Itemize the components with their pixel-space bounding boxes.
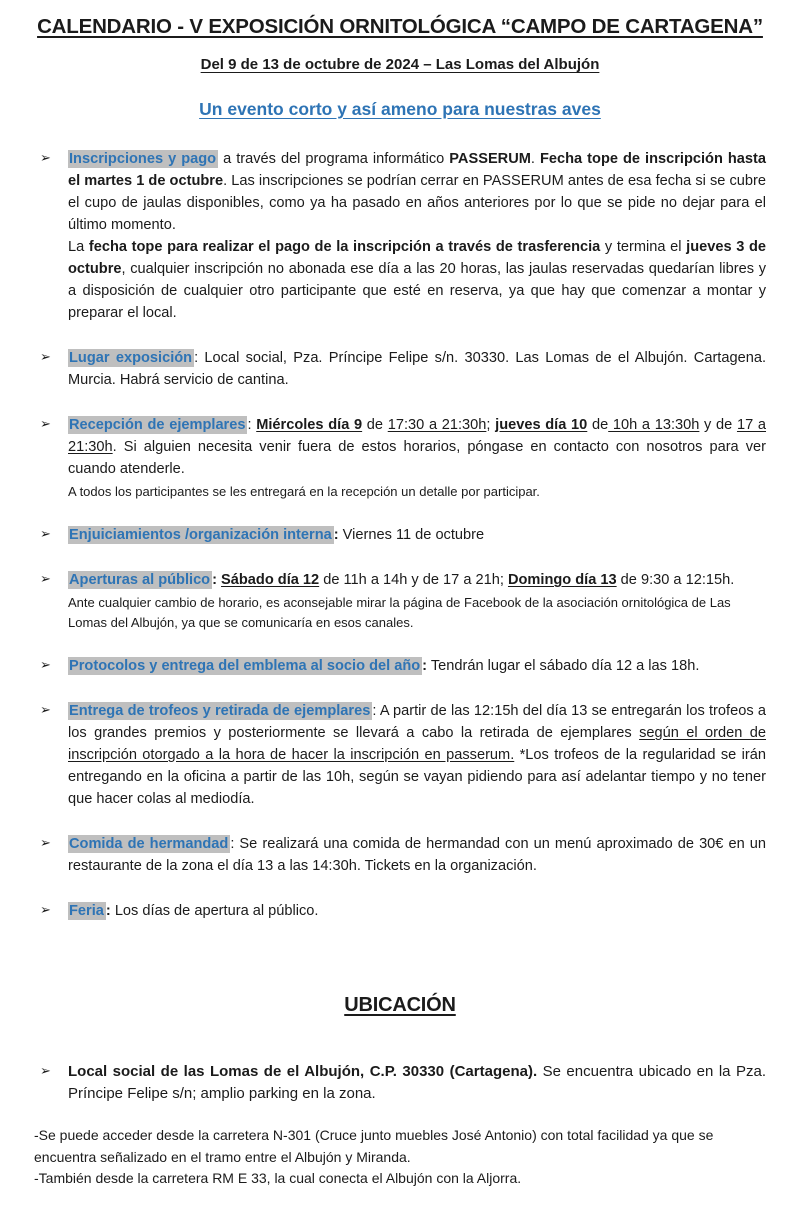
calendar-item-paragraph xyxy=(68,236,766,324)
item-label-highlight: Comida de hermandad xyxy=(69,836,229,853)
ubicacion-section xyxy=(34,994,766,1190)
calendar-item-paragraph xyxy=(68,700,766,810)
bullet-arrow-icon: ➢ xyxy=(40,150,51,166)
calendar-item-protocolos-entrega-emblema xyxy=(34,655,766,677)
text-run: y de xyxy=(699,416,737,433)
calendar-item-content xyxy=(68,569,766,632)
event-tagline xyxy=(34,99,766,120)
text-run: : xyxy=(105,903,111,920)
calendar-item-paragraph xyxy=(68,900,766,922)
text-run: Tendrán lugar el sábado día 12 a las 18h. xyxy=(427,658,700,675)
text-run: : Se realizará una comida de hermandad con un menú aproximado de 30€ en un restaurante de la zona el día 13 a las 14:30h. Tickets en la organización. xyxy=(68,836,766,875)
text-run: fecha tope para realizar el pago de la inscripción a través de trasferencia xyxy=(88,238,601,255)
calendar-item-paragraph xyxy=(68,148,766,236)
event-dates-subtitle xyxy=(34,56,766,73)
calendar-item-content xyxy=(68,414,766,502)
text-run: ; xyxy=(486,416,496,433)
item-note: A todos los participantes se les entregará en la recepción un detalle por participar. xyxy=(68,483,540,499)
text-run: de xyxy=(587,416,609,433)
item-label-highlight: Feria xyxy=(69,903,104,920)
text-run: Miércoles día 9 xyxy=(256,416,363,433)
bullet-arrow-icon: ➢ xyxy=(40,836,51,852)
text-run: : xyxy=(247,416,257,433)
location-name: Local social de las Lomas de el Albujón, C.P. 30330 (Cartagena). xyxy=(68,1063,538,1081)
item-label-highlight: Aperturas al público xyxy=(69,572,211,589)
calendar-item-content xyxy=(68,700,766,810)
text-run: de xyxy=(362,416,388,433)
calendar-item-content xyxy=(68,833,766,877)
text-run: Fecha tope de inscripción hasta el martes 1 de octubre xyxy=(68,150,766,189)
item-label-highlight: Inscripciones y pago xyxy=(69,150,217,167)
calendar-item-paragraph xyxy=(68,655,766,677)
item-label-highlight: Lugar exposición xyxy=(69,349,193,366)
text-run: jueves 3 de octubre xyxy=(68,238,766,277)
bullet-arrow-icon: ➢ xyxy=(40,572,51,588)
text-run: : xyxy=(422,658,428,675)
item-label-highlight: Enjuiciamientos /organización interna xyxy=(69,527,332,544)
bullet-arrow-icon: ➢ xyxy=(40,1064,51,1080)
calendar-item-aperturas-al-publico xyxy=(34,569,766,632)
event-tagline-text: Un evento corto y así ameno para nuestras aves xyxy=(199,98,601,119)
text-run: según el orden de inscripción otorgado a la hora de hacer la inscripción en passerum. xyxy=(68,725,767,764)
text-run: Los días de apertura al público. xyxy=(110,903,319,920)
text-run: de 9:30 a 12:15h. xyxy=(616,572,735,589)
event-dates-text: Del 9 de 13 de octubre de 2024 – Las Lomas del Albujón xyxy=(200,55,600,73)
calendar-item-content xyxy=(68,524,766,546)
text-run: de 11h a 14h y de 17 a 21h; xyxy=(319,572,508,589)
calendar-item-feria xyxy=(34,900,766,922)
text-run: 17:30 a 21:30h xyxy=(387,416,487,433)
text-run: : Local social, Pza. Príncipe Felipe s/n. 30330. Las Lomas de el Albujón. Cartagena. Murcia. Habrá servicio de cantina. xyxy=(68,349,766,388)
text-run: PASSERUM xyxy=(449,150,531,167)
bullet-arrow-icon: ➢ xyxy=(40,903,51,919)
calendar-item-enjuiciamientos-organizacion-interna xyxy=(34,524,766,546)
item-label-highlight: Recepción de ejemplares xyxy=(69,416,246,433)
calendar-item-content xyxy=(68,655,766,677)
text-run: . Las inscripciones se podrían cerrar en PASSERUM antes de esa fecha si se cubre el cupo de jaulas disponibles, como ya ha pasado en años anteriores por lo que se pide no dejar para el último momento. xyxy=(68,172,766,233)
calendar-item-recepcion-de-ejemplares xyxy=(34,414,766,502)
text-run: Viernes 11 de octubre xyxy=(338,527,485,544)
bullet-arrow-icon: ➢ xyxy=(40,416,51,432)
location-description: Se encuentra ubicado en la Pza. Príncipe Felipe s/n; amplio parking en la zona. xyxy=(68,1063,766,1103)
text-run: . Si alguien necesita venir fuera de estos horarios, póngase en contacto con nosotros para ver cuando atenderle. xyxy=(68,438,766,477)
text-run: , cualquier inscripción no abonada ese día a las 20 horas, las jaulas reservadas quedarían libres y a disposición de cualquier otro participante que esté en reserva, ya que hay que comenzar a montar y preparar el local. xyxy=(68,260,766,321)
page-title xyxy=(34,14,766,40)
calendar-bullet-list xyxy=(34,148,766,923)
bullet-arrow-icon: ➢ xyxy=(40,703,51,719)
text-run: : xyxy=(212,572,222,589)
calendar-item-paragraph xyxy=(68,833,766,877)
item-label-highlight: Protocolos y entrega del emblema al socio del año xyxy=(69,658,421,675)
text-run: Sábado día 12 xyxy=(221,572,320,589)
calendar-item-lugar-exposicion xyxy=(34,347,766,391)
calendar-item-inscripciones-y-pago xyxy=(34,148,766,324)
text-run: La xyxy=(68,238,89,255)
text-run: *Los trofeos de la regularidad se irán entregando en la oficina a partir de las 10h, según se vayan pidiendo para así adelantar tiempo y no tener que hacer colas al mediodía. xyxy=(68,747,766,808)
text-run: 10h a 13:30h xyxy=(608,416,700,433)
calendar-item-comida-de-hermandad xyxy=(34,833,766,877)
access-note-n301: -Se puede acceder desde la carretera N-301 (Cruce junto muebles José Antonio) con total facilidad ya que se encuentra señalizado en el tramo entre el Albujón y Miranda. xyxy=(34,1127,714,1165)
calendar-item-content xyxy=(68,148,766,324)
item-label-highlight: Entrega de trofeos y retirada de ejemplares xyxy=(69,703,371,720)
bullet-arrow-icon: ➢ xyxy=(40,527,51,543)
location-item-content xyxy=(68,1061,766,1105)
calendar-item-paragraph xyxy=(68,414,766,480)
text-run: y termina el xyxy=(600,238,687,255)
page-title-text: CALENDARIO - V EXPOSICIÓN ORNITOLÓGICA “CAMPO DE CARTAGENA” xyxy=(37,15,763,38)
item-note: Ante cualquier cambio de horario, es aconsejable mirar la página de Facebook de la asociación ornitológica de Las Lomas del Albujón, ya que se comunicaría en esos canales. xyxy=(68,595,731,630)
calendar-item-paragraph xyxy=(68,524,766,546)
bullet-arrow-icon: ➢ xyxy=(40,658,51,674)
access-note-rme33: -También desde la carretera RM E 33, la cual conecta el Albujón con la Aljorra. xyxy=(34,1170,522,1187)
calendar-item-paragraph xyxy=(68,569,766,591)
text-run: jueves día 10 xyxy=(495,416,588,433)
location-item xyxy=(34,1061,766,1105)
calendar-item-content xyxy=(68,900,766,922)
ubicacion-heading-text: UBICACIÓN xyxy=(344,994,456,1017)
ubicacion-heading xyxy=(34,994,766,1017)
calendar-item-paragraph xyxy=(68,347,766,391)
calendar-item-content xyxy=(68,347,766,391)
text-run: : xyxy=(333,527,339,544)
text-run: 17 a 21:30h xyxy=(68,416,767,455)
text-run: a través del programa informático xyxy=(218,150,450,167)
bullet-arrow-icon: ➢ xyxy=(40,349,51,365)
text-run: . xyxy=(530,150,540,167)
text-run: Domingo día 13 xyxy=(507,572,617,589)
text-run: : A partir de las 12:15h del día 13 se entregarán los trofeos a los grandes premios y posteriormente se llevará a cabo la retirada de ejemplares xyxy=(68,703,766,742)
calendar-item-entrega-trofeos-retirada-ejemplares xyxy=(34,700,766,810)
